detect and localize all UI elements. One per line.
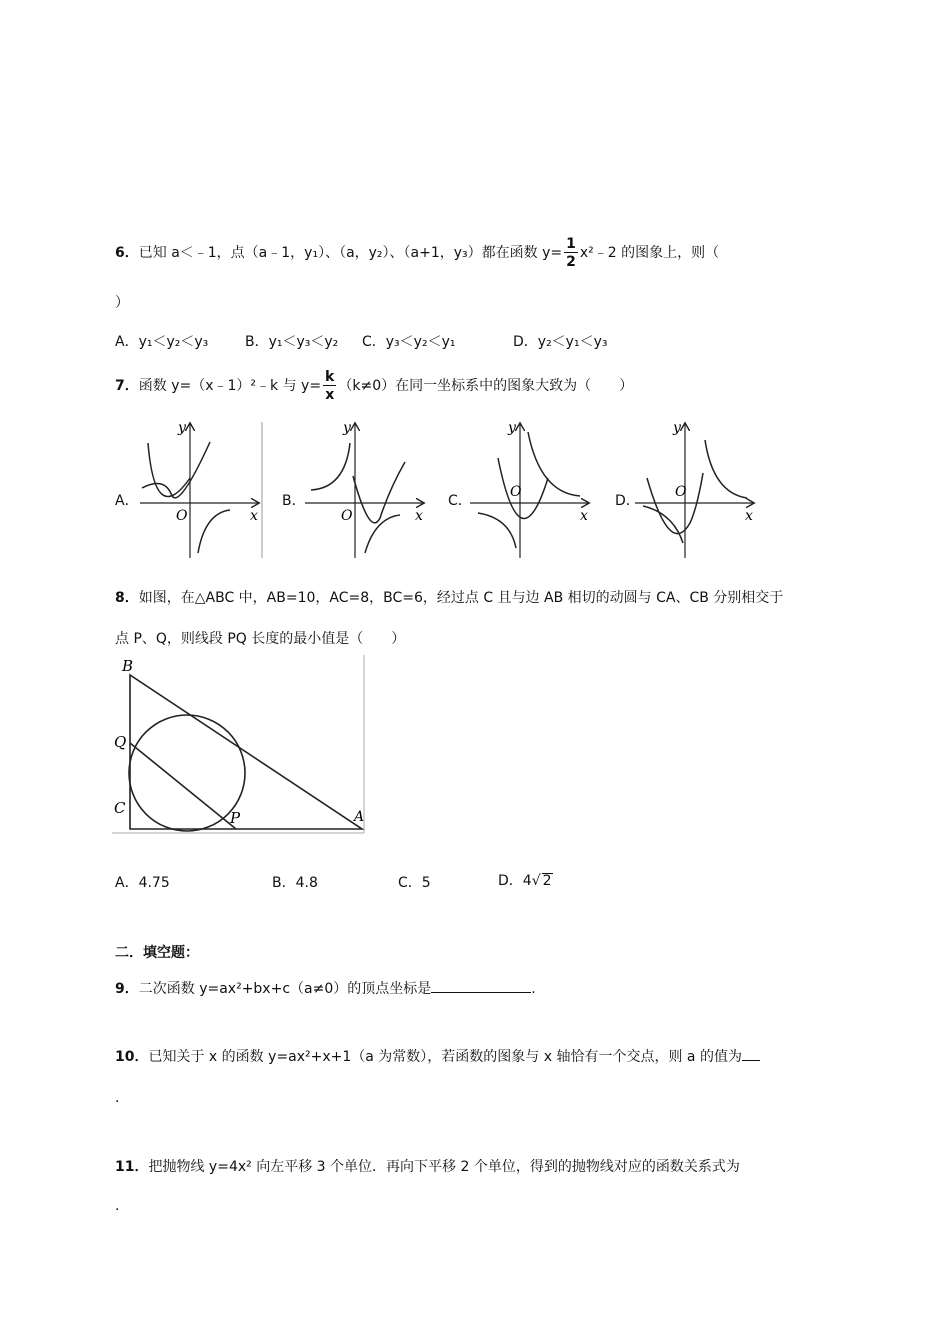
question-10 (115, 1046, 760, 1066)
q7-graphs (130, 418, 770, 563)
point-label-p: P (230, 809, 241, 827)
question-number: 10． (115, 1049, 149, 1065)
question-6-stem-end: ） (115, 295, 129, 311)
question-8-stem (115, 587, 783, 607)
question-text: 二次函数 y=ax²+bx+c（a≠0）的顶点坐标是 (138, 981, 432, 997)
hyperbola-branch (643, 506, 683, 543)
option-a: A．4.75 (115, 875, 170, 891)
question-text: x²﹣2 的图象上，则（ (579, 245, 720, 261)
question-text: （k≠0）在同一坐标系中的图象大致为（ ） (338, 378, 634, 394)
question-text: 函数 y=（x﹣1）²﹣k 与 y= (138, 378, 322, 394)
question-number: 9． (115, 981, 139, 997)
sqrt-sign: √ (531, 873, 541, 889)
parabola-curve (498, 458, 548, 519)
fraction-numerator: 1 (566, 236, 576, 252)
option-b: B．y₁＜y₃＜y₂ (245, 334, 339, 350)
sqrt-radicand: 2 (542, 873, 552, 889)
origin-label: O (675, 484, 687, 500)
question-number: 6． (115, 245, 139, 261)
graph-b (305, 420, 423, 558)
option-d: D．y₂＜y₁＜y₃ (513, 334, 608, 350)
graph-label-b: B． (282, 493, 306, 509)
y-axis-label: y (673, 420, 681, 436)
x-axis-label: x (580, 508, 588, 524)
y-axis-label: y (343, 420, 351, 436)
graph-label-c: C． (448, 493, 472, 509)
hyperbola-branch (478, 513, 516, 548)
question-text: 已知关于 x 的函数 y=ax²+x+1（a 为常数），若函数的图象与 x 轴恰有一个交点，则 a 的值为 (148, 1049, 742, 1065)
section-title: 二．填空题： (115, 945, 199, 961)
fraction-denominator: x (325, 387, 335, 403)
question-7-stem (115, 370, 633, 402)
option-b: B．4.8 (272, 875, 318, 891)
tangent-circle (129, 715, 245, 831)
point-label-c: C (114, 799, 126, 817)
question-text: 如图，在△ABC 中，AB=10，AC=8，BC=6，经过点 C 且与边 AB 相切的动圆与 CA、CB 分别相交于 (138, 590, 784, 606)
question-11-end: . (115, 1198, 120, 1214)
fraction-denominator: 2 (566, 254, 576, 270)
option-a: A．y₁＜y₂＜y₃ (115, 334, 209, 350)
question-9 (115, 978, 536, 998)
fraction (323, 370, 336, 402)
question-end: . (531, 981, 536, 997)
question-8-stem-line2: 点 P、Q，则线段 PQ 长度的最小值是（ ） (115, 631, 406, 647)
option-d (498, 870, 553, 890)
graph-a (140, 420, 258, 558)
x-axis-label: x (415, 508, 423, 524)
question-number: 7． (115, 378, 139, 394)
hyperbola-branch (705, 440, 747, 498)
segment-pq (130, 743, 236, 829)
parabola-curve (148, 443, 190, 497)
graph-label-d: D． (615, 493, 640, 509)
question-10-end: . (115, 1090, 120, 1106)
question-number: 11． (115, 1159, 149, 1175)
question-text: 把抛物线 y=4x² 向左平移 3 个单位．再向下平移 2 个单位，得到的抛物线对应的函数关系式为 (148, 1159, 740, 1175)
question-6-stem (115, 237, 719, 269)
fraction (564, 237, 578, 269)
answer-blank[interactable] (431, 978, 531, 993)
parabola-curve (353, 462, 405, 523)
question-number: 8． (115, 590, 139, 606)
origin-label: O (176, 508, 188, 524)
point-label-q: Q (114, 733, 127, 751)
question-11 (115, 1156, 740, 1176)
graph-d (635, 420, 753, 558)
hyperbola-branch (528, 432, 580, 496)
graph-label-a: A． (115, 493, 139, 509)
fraction-numerator: k (325, 369, 335, 385)
origin-label: O (510, 484, 522, 500)
x-axis-label: x (250, 508, 258, 524)
q8-figure (112, 655, 368, 835)
triangle-abc (130, 675, 365, 829)
question-text: 已知 a＜﹣1，点（a﹣1，y₁）、（a，y₂）、（a+1，y₃）都在函数 y= (138, 245, 563, 261)
y-axis-label: y (178, 420, 186, 436)
point-label-b: B (122, 657, 134, 675)
origin-label: O (341, 508, 353, 524)
graph-c (470, 420, 588, 558)
x-axis-label: x (745, 508, 753, 524)
option-d-prefix: D．4 (498, 873, 532, 889)
hyperbola-branch (311, 443, 350, 490)
option-c: C．y₃＜y₂＜y₁ (362, 334, 456, 350)
option-c: C．5 (398, 875, 431, 891)
hyperbola-branch (198, 510, 230, 553)
point-label-a: A (354, 809, 365, 825)
answer-blank[interactable] (742, 1046, 760, 1061)
y-axis-label: y (508, 420, 516, 436)
